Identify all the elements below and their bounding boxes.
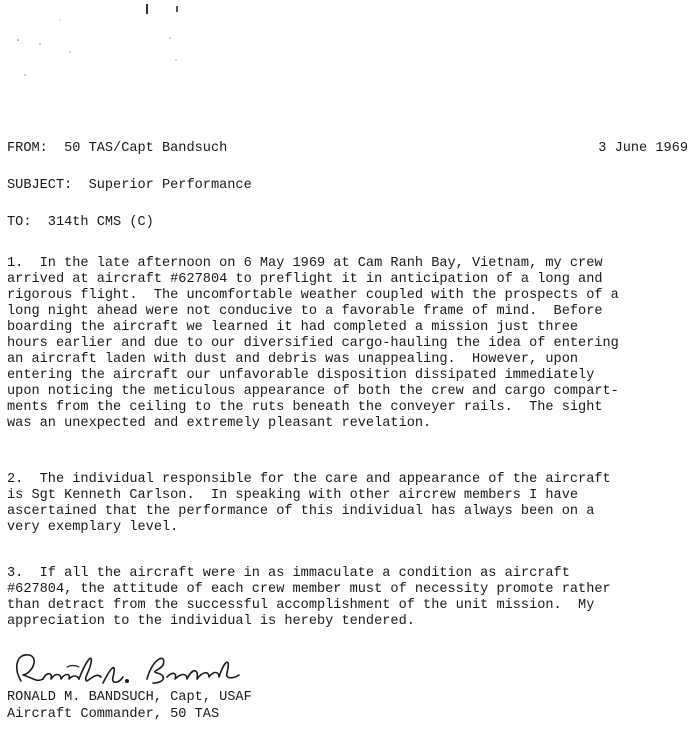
text-line: is Sgt Kenneth Carlson. In speaking with other aircrew members I have	[7, 488, 579, 503]
paragraph-3	[7, 566, 697, 630]
subject-line: SUBJECT: Superior Performance	[7, 178, 252, 193]
text-line: rigorous flight. The uncomfortable weather coupled with the prospects of a	[7, 288, 619, 303]
paragraph-2	[7, 472, 697, 536]
signer-name: RONALD M. BANDSUCH, Capt, USAF	[7, 690, 252, 705]
text-line: 1. In the late afternoon on 6 May 1969 at Cam Ranh Bay, Vietnam, my crew	[7, 256, 603, 271]
text-line: long night ahead were not conducive to a favorable frame of mind. Before	[7, 304, 603, 319]
text-line: appreciation to the individual is hereby tendered.	[7, 614, 415, 629]
text-line: ascertained that the performance of this individual has always been on a	[7, 504, 595, 519]
text-line: 3. If all the aircraft were in as immaculate a condition as aircraft	[7, 566, 570, 581]
letter-date: 3 June 1969	[598, 141, 688, 156]
paragraph-1	[7, 256, 697, 432]
text-line: #627804, the attitude of each crew member must of necessity promote rather	[7, 582, 611, 597]
text-line: arrived at aircraft #627804 to preflight it in anticipation of a long and	[7, 272, 603, 287]
scan-specks	[0, 0, 260, 110]
text-line: upon noticing the meticulous appearance of both the crew and cargo compart-	[7, 384, 619, 399]
text-line: than detract from the successful accomplishment of the unit mission. My	[7, 598, 595, 613]
text-line: was an unexpected and extremely pleasant revelation.	[7, 416, 432, 431]
text-line: hours earlier and due to our diversified cargo-hauling the idea of entering	[7, 336, 619, 351]
to-line: TO: 314th CMS (C)	[7, 215, 154, 230]
text-line: ments from the ceiling to the ruts beneath the conveyer rails. The sight	[7, 400, 603, 415]
text-line: entering the aircraft our unfavorable disposition dissipated immediately	[7, 368, 595, 383]
from-line: FROM: 50 TAS/Capt Bandsuch	[7, 141, 228, 156]
signer-title: Aircraft Commander, 50 TAS	[7, 707, 220, 722]
text-line: boarding the aircraft we learned it had completed a mission just three	[7, 320, 579, 335]
text-line: 2. The individual responsible for the care and appearance of the aircraft	[7, 472, 611, 487]
handwritten-signature	[7, 647, 287, 691]
text-line: an aircraft laden with dust and debris was unappealing. However, upon	[7, 352, 579, 367]
text-line: very exemplary level.	[7, 520, 179, 535]
